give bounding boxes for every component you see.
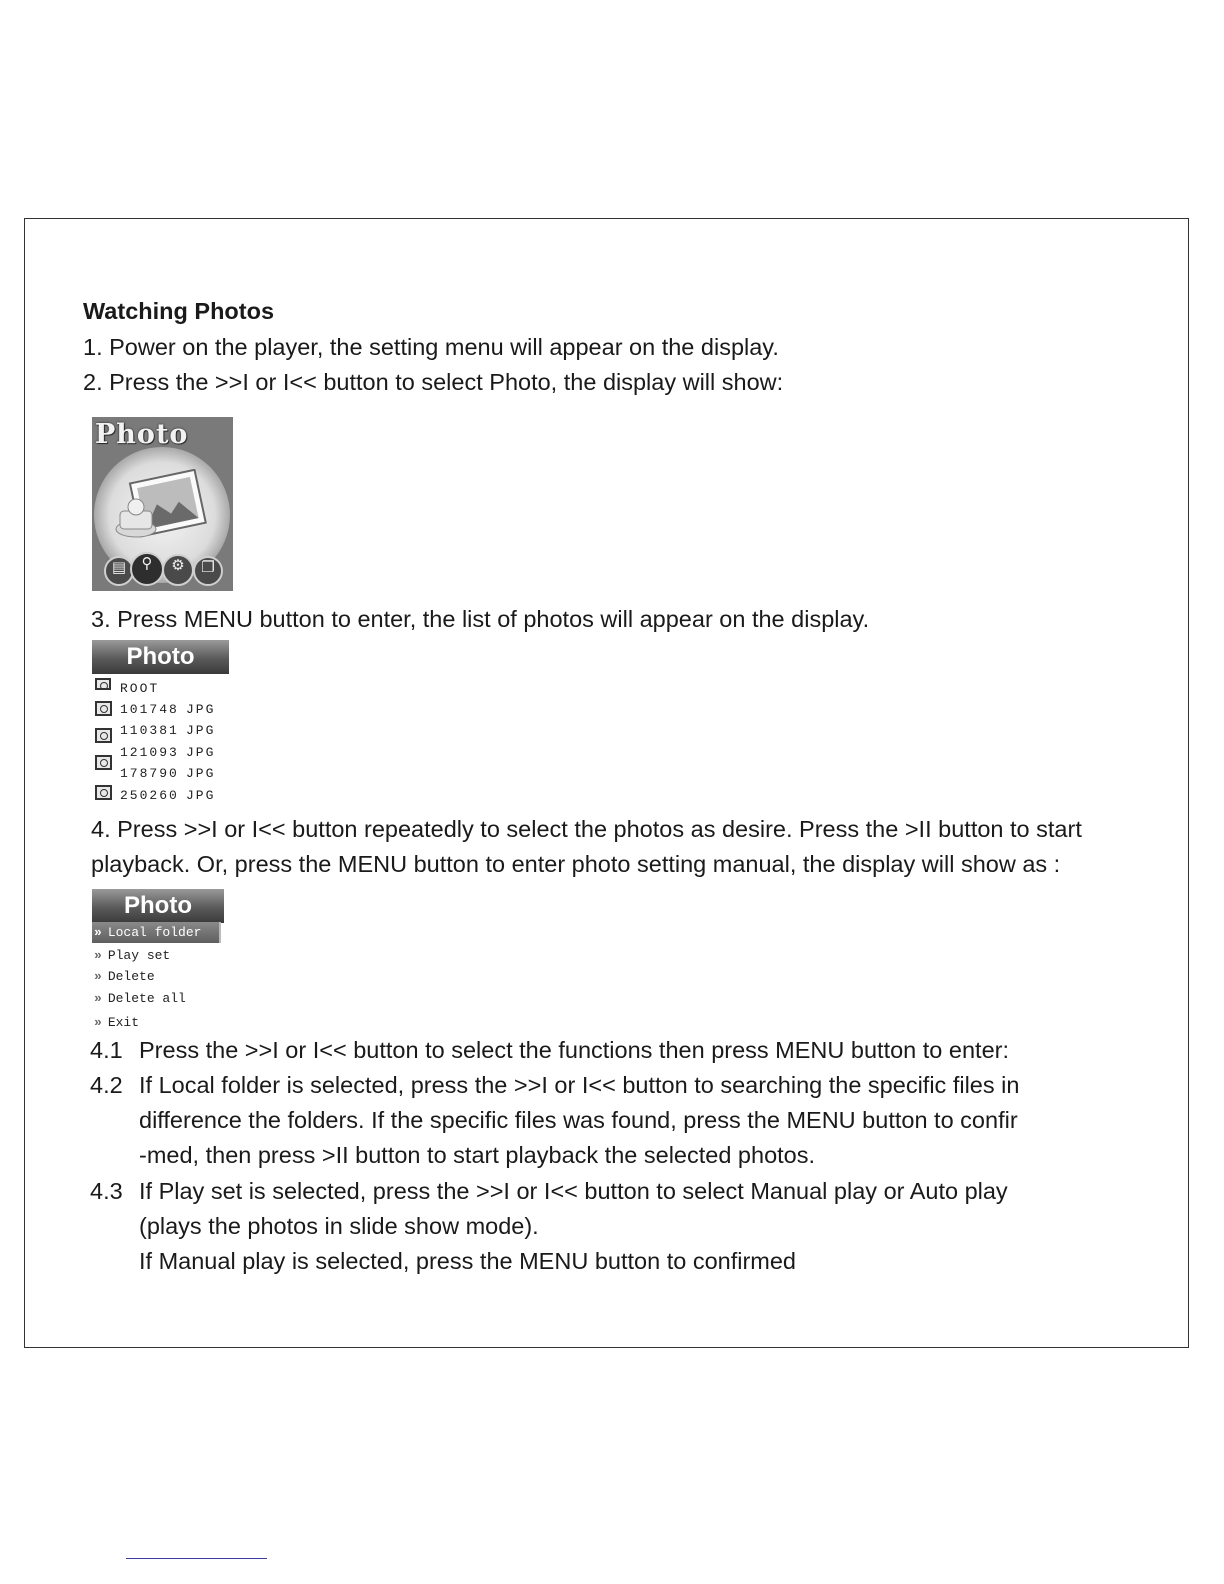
chevron-right-icon: » xyxy=(94,1015,102,1030)
photo-picture-icon xyxy=(114,469,214,549)
root-folder-icon xyxy=(95,678,111,690)
section-heading: Watching Photos xyxy=(83,298,275,324)
step-4-line-2: playback. Or, press the MENU button to enter photo setting manual, the display will show as : xyxy=(91,851,1061,877)
gear-icon: ⚙ xyxy=(162,554,194,586)
file-name: 121093 xyxy=(120,745,179,760)
folder-icon: ▤ xyxy=(104,556,134,586)
menu-item-exit[interactable] xyxy=(94,1015,139,1030)
file-ext: JPG xyxy=(186,723,216,738)
step-1: 1. Power on the player, the setting menu will appear on the display. xyxy=(83,334,779,360)
step-3: 3. Press MENU button to enter, the list of photos will appear on the display. xyxy=(91,606,870,632)
menu-item-delete[interactable] xyxy=(94,969,155,984)
chevron-right-icon: » xyxy=(94,948,102,963)
step-2: 2. Press the >>I or I<< button to select Photo, the display will show: xyxy=(83,369,784,395)
file-ext: JPG xyxy=(186,766,216,781)
file-ext: JPG xyxy=(186,745,216,760)
substep-4-1-text: Press the >>I or I<< button to select the functions then press MENU button to enter: xyxy=(139,1037,1009,1063)
image-file-icon xyxy=(95,728,112,743)
menu-item-label: Delete xyxy=(107,969,155,984)
file-ext: JPG xyxy=(186,788,216,803)
chevron-right-icon: » xyxy=(94,925,102,940)
step-4-line-1: 4. Press >>I or I<< button repeatedly to select the photos as desire. Press the >II button to start xyxy=(91,816,1082,842)
footer-rule xyxy=(126,1558,267,1559)
menu-item-delete-all[interactable] xyxy=(94,991,186,1006)
file-name: 101748 xyxy=(120,702,179,717)
screen-title: Photo xyxy=(95,419,189,450)
copy-icon: ❐ xyxy=(193,556,223,586)
substep-number: 4.3 xyxy=(90,1178,123,1204)
menu-item-label: Delete all xyxy=(107,991,186,1006)
menu-item-play-set[interactable] xyxy=(94,948,170,963)
substep-4-3-line-2: (plays the photos in slide show mode). xyxy=(139,1213,539,1239)
file-name: 250260 xyxy=(120,788,179,803)
file-ext: JPG xyxy=(186,702,216,717)
image-file-icon xyxy=(95,785,112,800)
menu-item-label: Exit xyxy=(107,1015,140,1030)
substep-4-2-line-2: difference the folders. If the specific files was found, press the MENU button to confir xyxy=(139,1107,1018,1133)
substep-4-2-line-3: -med, then press >II button to start playback the selected photos. xyxy=(139,1142,816,1168)
file-name: 178790 xyxy=(120,766,179,781)
root-label: ROOT xyxy=(120,681,160,696)
image-file-icon xyxy=(95,755,112,770)
file-name: 110381 xyxy=(120,723,179,738)
photo-mode-screen xyxy=(92,417,233,591)
chevron-right-icon: » xyxy=(94,969,102,984)
menu-screen-header: Photo xyxy=(92,889,224,923)
substep-4-3-line-3: If Manual play is selected, press the MENU button to confirmed xyxy=(139,1248,797,1274)
chevron-right-icon: » xyxy=(94,991,102,1006)
menu-item-label: Play set xyxy=(107,948,171,963)
search-icon: ⚲ xyxy=(130,552,164,586)
substep-number: 4.1 xyxy=(90,1037,123,1063)
list-screen-header: Photo xyxy=(92,640,229,674)
image-file-icon xyxy=(95,701,112,716)
substep-number: 4.2 xyxy=(90,1072,123,1098)
menu-item-label: Local folder xyxy=(107,925,202,940)
substep-4-3-line-1: If Play set is selected, press the >>I or I<< button to select Manual play or Auto play xyxy=(139,1178,1008,1204)
menu-item-local-folder[interactable] xyxy=(94,925,201,940)
substep-4-2-line-1: If Local folder is selected, press the >>I or I<< button to searching the specific files in xyxy=(139,1072,1020,1098)
